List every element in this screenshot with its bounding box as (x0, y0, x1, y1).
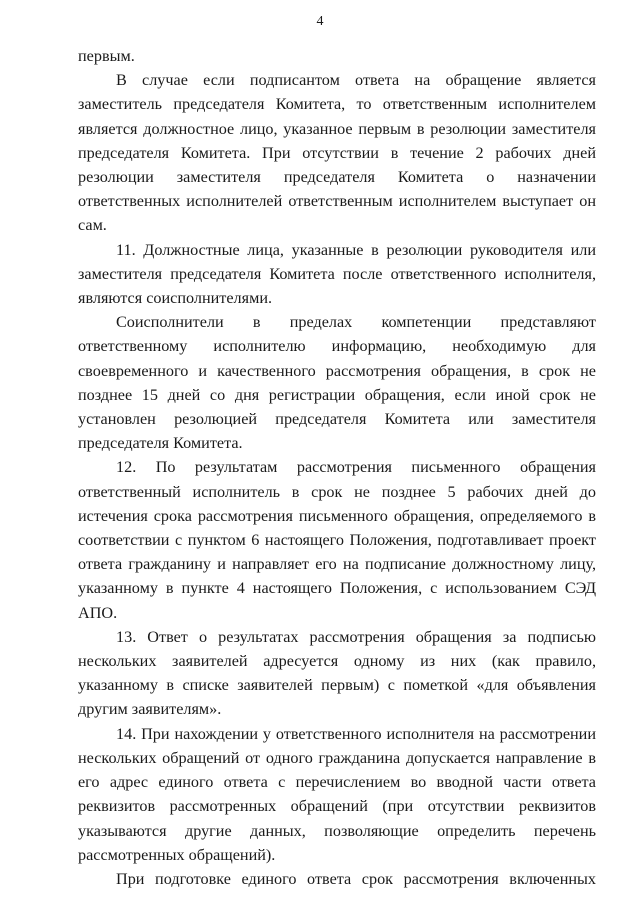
paragraph-item-12: 12. По результатам рассмотрения письменного обращения ответственный исполнитель в срок не позднее 5 рабочих дней до истечения срока рассмотрения письменного обращения, определяемого в соответствии с пунктом 6 настоящего Положения, подготавливает проект ответа гражданину и направляет его на подписание должностному лицу, указанному в пункте 4 настоящего Положения, с использованием СЭД АПО. (78, 458, 596, 622)
page-number: 4 (316, 14, 324, 29)
paragraph-co-executors: Соисполнители в пределах компетенции представляют ответственному исполнителю информацию, необходимую для своевременного и качественного рассмотрения обращения, в срок не позднее 15 дней со дня регистрации обращения, если иной срок не установлен резолюцией председателя Комитета или заместителя председателя Комитета. (78, 313, 596, 453)
paragraph-item-14: 14. При нахождении у ответственного исполнителя на рассмотрении нескольких обращений от одного гражданина допускается направление в его адрес единого ответа с перечислением во вводной части ответа реквизитов рассмотренных обращений (при отсутствии реквизитов указываются другие данных, позволяющие определить перечень рассмотренных обращений). (78, 724, 596, 864)
document-body (78, 44, 596, 891)
paragraph-deputy-signatory: В случае если подписантом ответа на обращение является заместитель председателя Комитета, то ответственным исполнителем является должностное лицо, указанное первым в резолюции заместителя председателя Комитета. При отсутствии в течение 2 рабочих дней резолюции заместителя председателя Комитета о назначении ответственных исполнителей ответственным исполнителем выступает он сам. (78, 71, 596, 235)
paragraph-item-13: 13. Ответ о результатах рассмотрения обращения за подписью нескольких заявителей адресуется одному из них (как правило, указанному в списке заявителей первым) с пометкой «для объявления другим заявителям». (78, 627, 596, 719)
paragraph-item-11: 11. Должностные лица, указанные в резолюции руководителя или заместителя председателя Комитета после ответственного исполнителя, являются соисполнителями. (78, 240, 596, 308)
paragraph-single-answer: При подготовке единого ответа срок рассмотрения включенных (116, 869, 596, 888)
paragraph-continuation: первым. (78, 47, 135, 65)
